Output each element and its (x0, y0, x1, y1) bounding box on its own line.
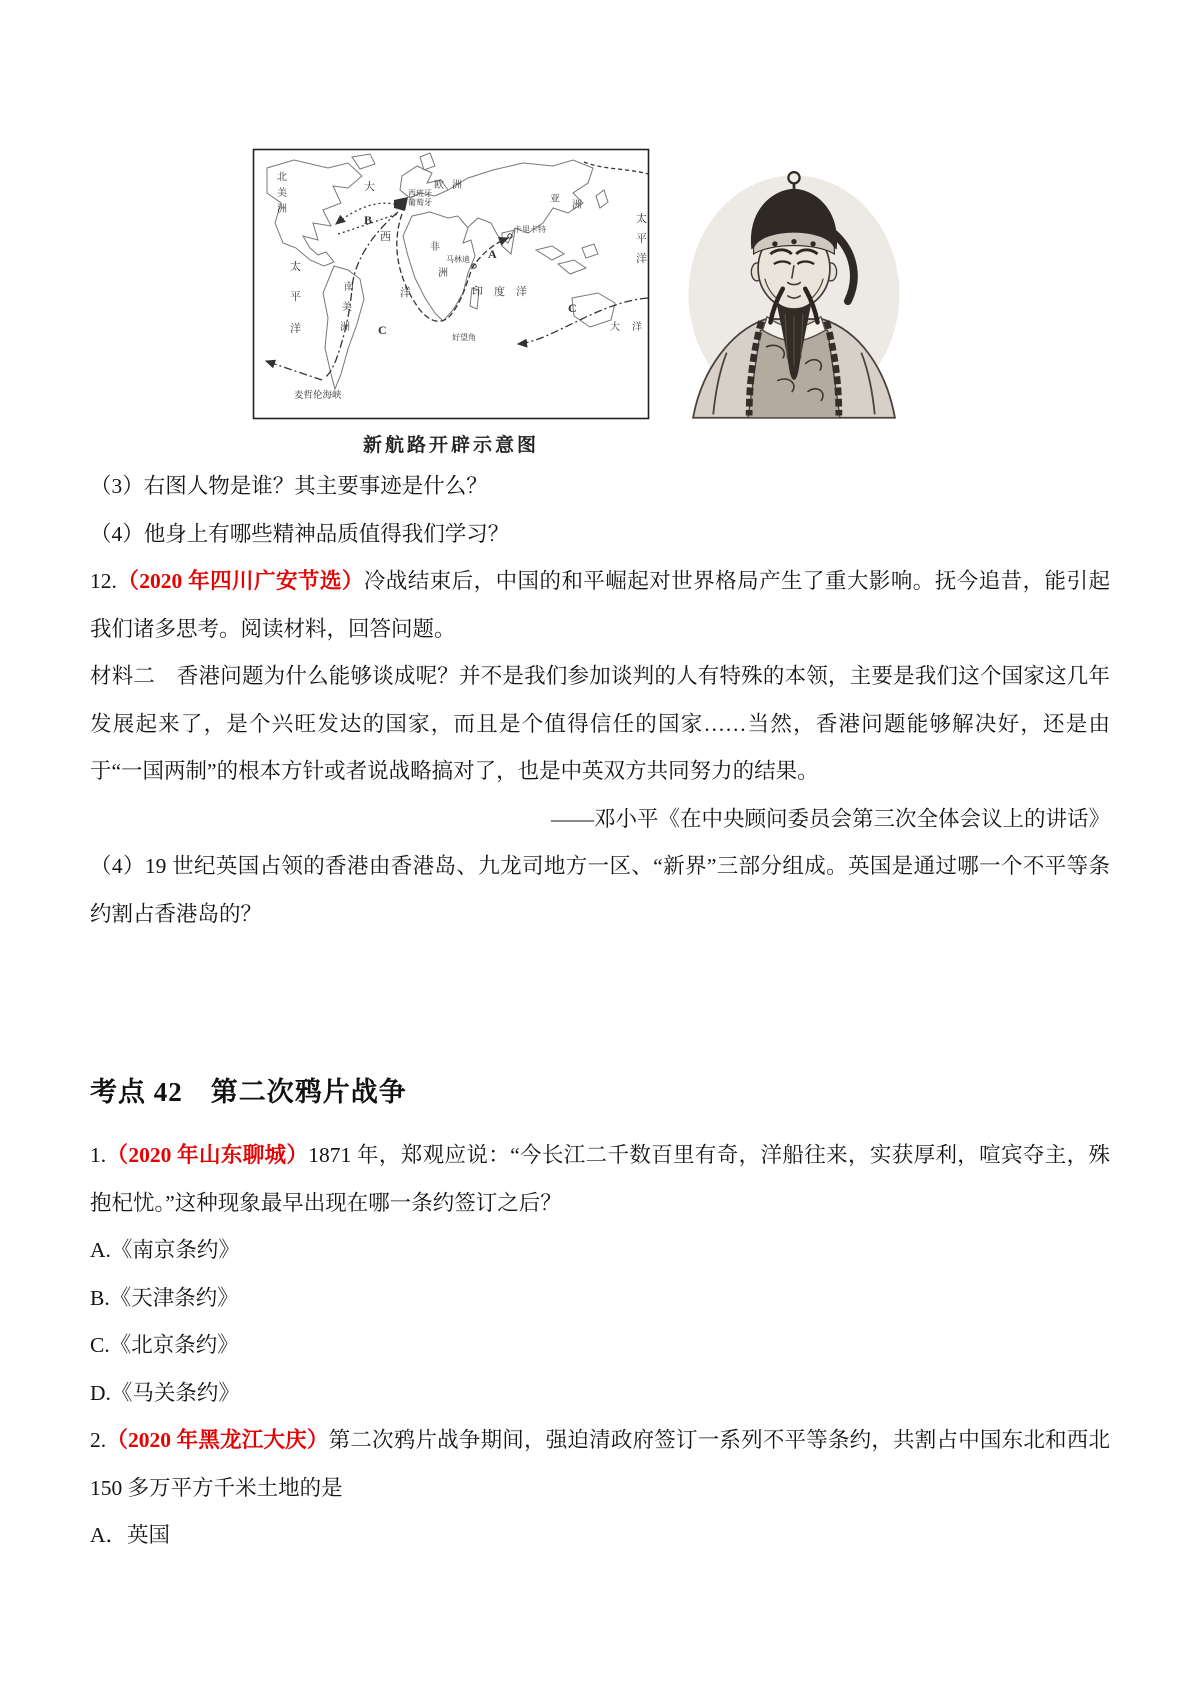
north-america-char-3: 洲 (277, 204, 287, 215)
question-1 (90, 1132, 1110, 1227)
question-1-source-tag: （2020 年山东聊城） (106, 1143, 309, 1167)
question-4-line: （4）他身上有哪些精神品质值得我们学习？ (90, 521, 510, 546)
atlantic-char-3: 洋 (400, 287, 411, 299)
route-b-letter: B (364, 213, 373, 227)
question-1-option-b: B.《天津条约》 (90, 1285, 239, 1310)
question-2-text: 第二次鸦片战争期间，强迫清政府签订一系列不平等条约，共割占中国东北和西北 150 多万平方千米土地的是 (90, 1428, 1110, 1500)
document-text-body (90, 463, 1110, 1560)
malindi-label: 马林迪 (446, 255, 470, 264)
question-2-source-tag: （2020 年黑龙江大庆） (106, 1428, 329, 1452)
south-america-char-2: 美 (342, 302, 352, 313)
pacific-right-char-3: 洋 (636, 253, 647, 265)
question-12-text: 冷战结束后，中国的和平崛起对世界格局产生了重大影响。抚今追昔，能引起我们诸多思考。阅读材料，回答问题。 (90, 569, 1110, 641)
quote-attribution: ——邓小平《在中央顾问委员会第三次全体会议上的讲话》 (550, 806, 1110, 831)
route-c-letter-south-america: C (378, 323, 387, 337)
pacific-right-char-2: 平 (636, 233, 647, 245)
north-america-char-1: 北 (277, 172, 287, 183)
oceania-char-2: 洋 (632, 322, 642, 333)
question-12 (90, 558, 1110, 653)
question-2-number: 2. (90, 1428, 107, 1452)
map-iberia-origin (394, 197, 408, 211)
material-two-paragraph: 材料二 香港问题为什么能够谈成呢？并不是我们参加谈判的人有特殊的本领，主要是我们这个国家这几年发展起来了，是个兴旺发达的国家，而且是个值得信任的国家……当然，香港问题能够解决好，还是由于“一国两制”的根本方针或者说战略搞对了，也是中英双方共同努力的结果。 (90, 664, 1110, 783)
question-12-sub4: （4）19 世纪英国占领的香港由香港岛、九龙司地方一区、“新界”三部分组成。英国是通过哪一个不平等条约割占香港岛的？ (90, 854, 1110, 926)
north-america-char-2: 美 (277, 188, 287, 199)
route-a-letter: A (488, 247, 497, 261)
south-america-char-1: 南 (344, 282, 354, 293)
question-1-text: 1871 年，郑观应说：“今长江二千数百里有奇，洋船往来，实获厚利，喧宾夺主，殊抱杞忧。”这种现象最早出现在哪一条约签订之后？ (90, 1143, 1110, 1215)
asia-char-2: 洲 (572, 200, 582, 211)
question-2 (90, 1417, 1110, 1512)
pacific-left-char-2: 平 (290, 291, 301, 303)
atlantic-char-2: 西 (380, 231, 391, 243)
africa-char-1: 非 (430, 242, 440, 253)
indian-char-2: 度 (494, 286, 505, 298)
question-1-number: 1. (90, 1143, 107, 1167)
map-caption: 新航路开辟示意图 (362, 435, 539, 456)
zheng-he-portrait-image (658, 162, 930, 420)
map-place-labels (408, 188, 546, 342)
new-sea-routes-map-figure (252, 148, 650, 457)
pacific-left-char-3: 洋 (290, 323, 301, 335)
calicut-label: 卡里卡特 (514, 225, 546, 234)
question-1-option-d: D.《马关条约》 (90, 1380, 240, 1405)
map-route-lines (266, 162, 648, 380)
portugal-label: 葡萄牙 (408, 198, 432, 207)
south-america-char-3: 洲 (340, 322, 350, 333)
section-heading-kaodian-42: 考点 42 第二次鸦片战争 (90, 1077, 407, 1107)
question-1-option-a: A.《南京条约》 (90, 1238, 240, 1262)
cape-of-good-hope-label: 好望角 (452, 333, 476, 342)
indian-char-3: 洋 (516, 286, 527, 298)
question-2-option-a: A．英国 (90, 1523, 171, 1547)
asia-char-1: 亚 (550, 194, 560, 205)
question-12-number: 12. (90, 569, 117, 593)
spain-label: 西班牙 (408, 189, 432, 198)
map-continent-labels (277, 171, 642, 333)
question-1-option-c: C.《北京条约》 (90, 1333, 239, 1357)
zheng-he-portrait-figure (658, 162, 930, 420)
figure-row (0, 148, 1200, 460)
question-3-line: （3）右图人物是谁？其主要事迹是什么？ (90, 474, 488, 498)
europe-label: 欧洲 (434, 180, 470, 191)
oceania-char-1: 大 (610, 322, 620, 333)
africa-char-2: 洲 (438, 268, 448, 279)
indian-char-1: 印 (472, 286, 483, 298)
world-map-new-routes-image (252, 148, 650, 420)
pacific-left-char-1: 太 (290, 261, 301, 273)
atlantic-char-1: 大 (364, 181, 375, 193)
route-c-letter-oceania: C (568, 301, 577, 315)
question-12-source-tag: （2020 年四川广安节选） (116, 569, 364, 593)
magellan-strait-label: 麦哲伦海峡 (294, 391, 342, 401)
pacific-right-char-1: 太 (636, 213, 647, 225)
